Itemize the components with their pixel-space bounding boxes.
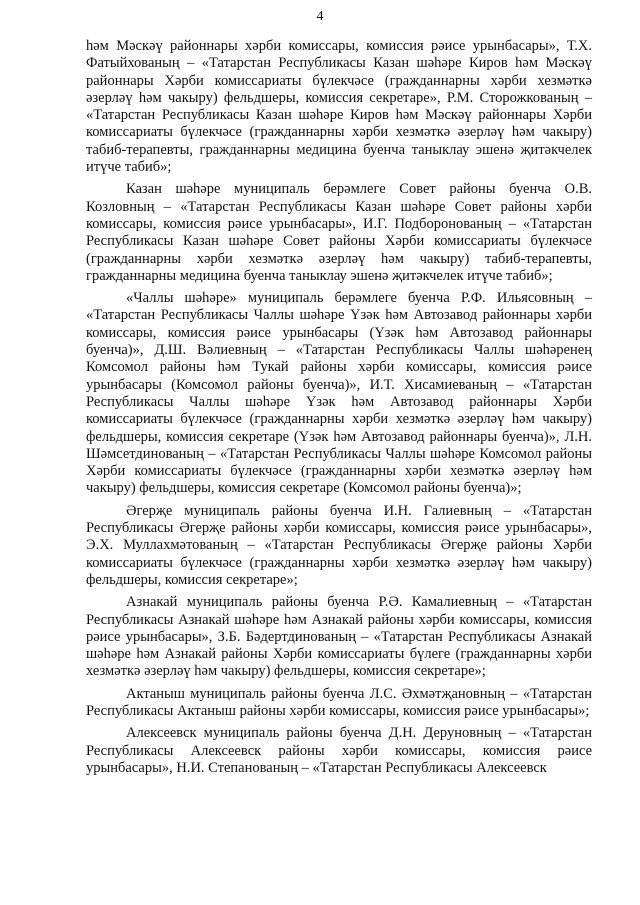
- paragraph-aznakay: Азнакай муниципаль районы буенча Р.Ә. Камалиевның – «Татарстан Республикасы Азнакай шәһәре һәм Азнакай районы хәрби комиссары, комиссия рәисе урынбасары», З.Б. Бәдертдинованың – «Татарстан Республикасы Азнакай шәһәре һәм Азнакай районы Хәрби комиссариаты бүлеге (гражданнарны хәрби хезмәткә әзерләү һәм чакыру) фельдшеры, комиссия секретаре»;: [86, 594, 592, 680]
- paragraph-chally: «Чаллы шәһәре» муниципаль берәмлеге буенча Р.Ф. Ильясовның – «Татарстан Республикасы Чаллы шәһәре Үзәк һәм Автозавод районнары хәрби комиссары, комиссия рәисе урынбасары (Үзәк һәм Автозавод районнары буенча)», Д.Ш. Вәлиевның – «Татарстан Республикасы Чаллы шәһәренең Комсомол районы һәм Тукай районы хәрби комиссары, комиссия рәисе урынбасары (Комсомол районы буенча)», И.Т. Хисамиеваның – «Татарстан Республикасы Чаллы шәһәре Үзәк һәм Автозавод районнары Хәрби комиссариаты бүлекчәсе (гражданнарны хәрби хезмәткә әзерләү һәм чакыру) фельдшеры, комиссия секретаре (Үзәк һәм Автозавод районнары буенча)», Л.Н. Шәмсетдинованың – «Татарстан Республикасы Чаллы шәһәре Комсомол районы Хәрби комиссариаты бүлекчәсе (гражданнарны хәрби хезмәткә әзерләү һәм чакыру) фельдшеры, комиссия секретаре (Комсомол районы буенча)»;: [86, 290, 592, 497]
- paragraph-continuation: һәм Мәскәү районнары хәрби комиссары, комиссия рәисе урынбасары», Т.Х. Фатыйхованың – «Татарстан Республикасы Казан шәһәре Киров һәм Мәскәү районнары Хәрби комиссариаты бүлекчәсе (гражданнарны хәрби хезмәткә әзерләү һәм чакыру) фельдшеры, комиссия секретаре», Р.М. Сторожкованың – «Татарстан Республикасы Казан шәһәре Киров һәм Мәскәү районнары Хәрби комиссариаты бүлекчәсе (гражданнарны хәрби хезмәткә әзерләү һәм чакыру) табиб-терапевты, гражданнарны медицина буенча таныклау эшенә җитәкчелек итүче табиб»;: [86, 38, 592, 176]
- page-number: 4: [316, 9, 324, 24]
- paragraph-alekseevsk: Алексеевск муниципаль районы буенча Д.Н. Деруновның – «Татарстан Республикасы Алексеевск районы хәрби комиссары, комиссия рәисе урынбасары», Н.И. Степанованың – «Татарстан Республикасы Алексеевск: [86, 725, 592, 776]
- document-body: [86, 38, 592, 782]
- paragraph-agryz: Әгерҗе муниципаль районы буенча И.Н. Галиевның – «Татарстан Республикасы Әгерҗе районы хәрби комиссары, комиссия рәисе урынбасары», Э.Х. Муллахмәтованың – «Татарстан Республикасы Әгерҗе районы Хәрби комиссариаты бүлекчәсе (гражданнарны хәрби хезмәткә әзерләү һәм чакыру) фельдшеры, комиссия секретаре»;: [86, 502, 592, 588]
- paragraph-kazan-sovet: Казан шәһәре муниципаль берәмлеге Совет районы буенча О.В. Козловның – «Татарстан Республикасы Казан шәһәре Совет районы хәрби комиссары, комиссия рәисе урынбасары», И.Г. Подборонованың – «Татарстан Республикасы Казан шәһәре Совет районы Хәрби комиссариаты бүлекчәсе (гражданнарны хәрби хезмәткә әзерләү һәм чакыру) табиб-терапевты, гражданнарны медицина буенча таныклау эшенә җитәкчелек итүче табиб»;: [86, 181, 592, 284]
- paragraph-aktanysh: Актаныш муниципаль районы буенча Л.С. Әхмәтҗановның – «Татарстан Республикасы Актаныш районы хәрби комиссары, комиссия рәисе урынбасары»;: [86, 685, 592, 719]
